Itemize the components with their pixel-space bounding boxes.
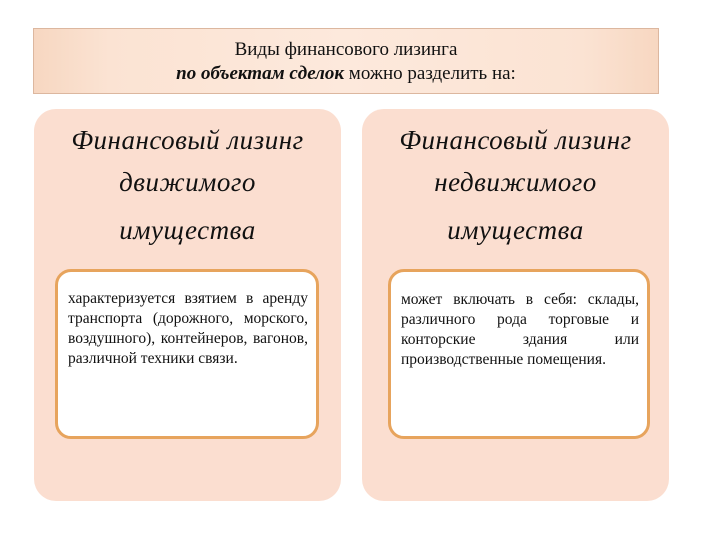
title-line: имущества	[119, 215, 256, 245]
header-banner	[33, 28, 659, 94]
description-card: характеризуется взятием в аренду транспорта (дорожного, морского, воздушного), контейнеров, вагонов, различной техники связи.	[55, 269, 319, 439]
title-line: имущества	[447, 215, 584, 245]
title-line: Финансовый лизинг	[399, 125, 632, 155]
column-immovable-property	[362, 109, 669, 501]
header-emphasis: по объектам сделок	[176, 63, 345, 84]
title-line: Финансовый лизинг	[71, 125, 304, 155]
header-line-1: Виды финансового лизинга	[234, 39, 458, 60]
header-line-2-rest: можно разделить на:	[344, 63, 516, 84]
title-line: движимого	[119, 167, 256, 197]
header-line-2	[34, 62, 658, 86]
column-title	[362, 119, 669, 251]
column-movable-property	[34, 109, 341, 501]
column-title	[34, 119, 341, 251]
title-line: недвижимого	[434, 167, 597, 197]
description-card: может включать в себя: склады, различного рода торговые и конторские здания или производственные помещения.	[388, 269, 650, 439]
